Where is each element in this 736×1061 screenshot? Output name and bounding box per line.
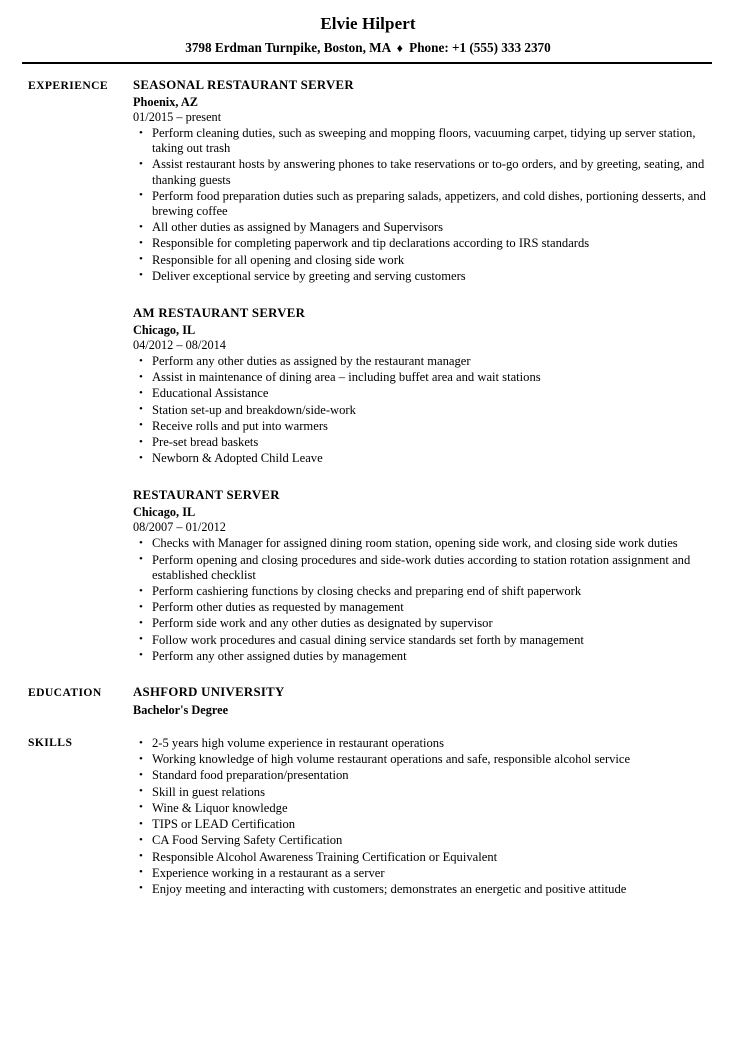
education-school: ASHFORD UNIVERSITY — [133, 685, 285, 700]
list-item: • Educational Assistance — [133, 386, 712, 401]
list-item: • TIPS or LEAD Certification — [133, 817, 712, 832]
header-divider — [22, 62, 712, 64]
list-item: • Experience working in a restaurant as a server — [133, 866, 712, 881]
skills-section — [0, 735, 736, 897]
job-dates: 04/2012 – 08/2014 — [133, 338, 226, 353]
skills-entries — [133, 735, 712, 897]
list-item: • Skill in guest relations — [133, 785, 712, 800]
experience-section-label: EXPERIENCE — [28, 79, 109, 92]
education-entry — [133, 685, 712, 718]
list-item: • Perform opening and closing procedures and side-work duties according to station rotation assignment and established checklist — [133, 553, 712, 583]
list-item: • Station set-up and breakdown/side-work — [133, 403, 712, 418]
experience-entries — [133, 78, 712, 664]
contact-line — [0, 39, 736, 57]
list-item: • Perform any other assigned duties by management — [133, 649, 712, 664]
job-dates: 08/2007 – 01/2012 — [133, 520, 226, 535]
list-item: • Perform side work and any other duties as designated by supervisor — [133, 616, 712, 631]
education-section-label: EDUCATION — [28, 686, 102, 700]
education-section — [0, 685, 736, 718]
skills-list — [133, 736, 712, 897]
list-item: • Assist restaurant hosts by answering phones to take reservations or to-go orders, and by greeting, seating, and thanking guests — [133, 157, 712, 187]
job-responsibility-list — [133, 354, 712, 466]
list-item: • Enjoy meeting and interacting with customers; demonstrates an energetic and positive attitude — [133, 882, 712, 897]
list-item: • Perform any other duties as assigned by the restaurant manager — [133, 354, 712, 369]
job-entry — [133, 306, 712, 466]
list-item: • Newborn & Adopted Child Leave — [133, 451, 712, 466]
list-item: • Responsible for all opening and closing side work — [133, 253, 712, 268]
list-item: • Deliver exceptional service by greeting and serving customers — [133, 269, 712, 284]
list-item: • Standard food preparation/presentation — [133, 768, 712, 783]
list-item: • Assist in maintenance of dining area – including buffet area and wait stations — [133, 370, 712, 385]
job-title: SEASONAL RESTAURANT SERVER — [133, 78, 354, 92]
education-entries — [133, 685, 712, 718]
resume-header — [0, 0, 736, 64]
list-item: • Perform cleaning duties, such as sweeping and mopping floors, vacuuming carpet, tidying up server station, taking out trash — [133, 126, 712, 156]
candidate-name: Elvie Hilpert — [320, 14, 416, 33]
list-item: • Perform food preparation duties such as preparing salads, appetizers, and cold dishes, portioning desserts, and brewing coffee — [133, 189, 712, 219]
list-item: • Receive rolls and put into warmers — [133, 419, 712, 434]
list-item: • Responsible for completing paperwork and tip declarations according to IRS standards — [133, 236, 712, 251]
skills-section-label: SKILLS — [28, 736, 73, 750]
experience-section — [0, 78, 736, 664]
list-item: • Perform other duties as requested by management — [133, 600, 712, 615]
education-degree: Bachelor's Degree — [133, 703, 229, 718]
list-item: • Wine & Liquor knowledge — [133, 801, 712, 816]
list-item: • 2-5 years high volume experience in restaurant operations — [133, 736, 712, 751]
job-title: AM RESTAURANT SERVER — [133, 306, 306, 321]
list-item: • Perform cashiering functions by closing checks and preparing end of shift paperwork — [133, 584, 712, 599]
list-item: • Follow work procedures and casual dining service standards set forth by management — [133, 633, 712, 648]
job-location: Chicago, IL — [133, 505, 196, 520]
contact-phone: Phone: +1 (555) 333 2370 — [409, 40, 551, 55]
job-dates: 01/2015 – present — [133, 110, 222, 124]
job-location: Chicago, IL — [133, 323, 196, 338]
list-item: • Checks with Manager for assigned dining room station, opening side work, and closing side work duties — [133, 536, 712, 551]
list-item: • All other duties as assigned by Managers and Supervisors — [133, 220, 712, 235]
diamond-separator-icon: ♦ — [396, 41, 403, 55]
job-responsibility-list — [133, 126, 712, 284]
list-item: • CA Food Serving Safety Certification — [133, 833, 712, 848]
job-location: Phoenix, AZ — [133, 95, 198, 109]
job-responsibility-list — [133, 536, 712, 664]
list-item: • Working knowledge of high volume restaurant operations and safe, responsible alcohol service — [133, 752, 712, 767]
job-title: RESTAURANT SERVER — [133, 488, 280, 503]
list-item: • Pre-set bread baskets — [133, 435, 712, 450]
job-entry — [133, 78, 712, 284]
list-item: • Responsible Alcohol Awareness Training Certification or Equivalent — [133, 850, 712, 865]
contact-address: 3798 Erdman Turnpike, Boston, MA — [185, 40, 391, 55]
job-entry — [133, 488, 712, 664]
